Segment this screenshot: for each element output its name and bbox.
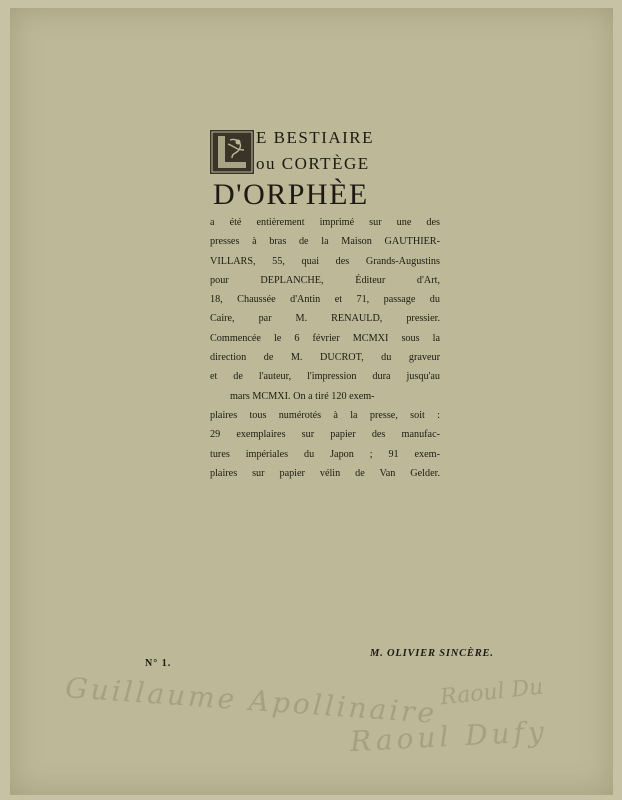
- colophon-line: pour DEPLANCHE, Éditeur d'Art,: [210, 274, 440, 286]
- colophon-line: plaires sur papier vélin de Van Gelder.: [210, 467, 440, 479]
- colophon-line: VILLARS, 55, quai des Grands-Augustins: [210, 255, 440, 267]
- signature-dufy-lower: Raoul Dufy: [349, 714, 549, 759]
- title-line-2: ou CORTÈGE: [256, 154, 370, 173]
- colophon-block: [210, 126, 440, 483]
- colophon-line: a été entièrement imprimé sur une des: [210, 217, 440, 228]
- colophon-line: et de l'auteur, l'impression dura jusqu'au: [210, 371, 440, 383]
- colophon-line: Commencée le 6 février MCMXI sous la: [210, 332, 440, 344]
- title-line-1: E BESTIAIRE: [256, 128, 375, 147]
- ornamental-initial-icon: [210, 130, 254, 174]
- colophon-line: presses à bras de la Maison GAUTHIER-: [210, 236, 440, 248]
- title-line-3: D'ORPHÈE: [213, 178, 369, 211]
- signature-dufy-upper: Raoul Du: [438, 674, 545, 711]
- colophon-line: 18, Chaussée d'Antin et 71, passage du: [210, 294, 440, 306]
- colophon-line: Caire, par M. RENAULD, pressier.: [210, 313, 440, 325]
- copy-owner: M. OLIVIER SINCÈRE.: [370, 648, 494, 659]
- signature-apollinaire: Guillaume Apollinaire: [64, 671, 439, 730]
- colophon-line: direction de M. DUCROT, du graveur: [210, 352, 440, 364]
- colophon-line: mars MCMXI. On a tiré 120 exem-: [230, 390, 375, 402]
- colophon-line: plaires tous numérotés à la presse, soit :: [210, 409, 440, 421]
- colophon-line: 29 exemplaires sur papier des manufac-: [210, 429, 440, 441]
- copy-number: N° 1.: [145, 658, 172, 669]
- printed-page: [10, 8, 613, 795]
- title-row: [210, 126, 440, 172]
- colophon-line: tures impériales du Japon ; 91 exem-: [210, 448, 440, 460]
- colophon-text: [210, 213, 440, 483]
